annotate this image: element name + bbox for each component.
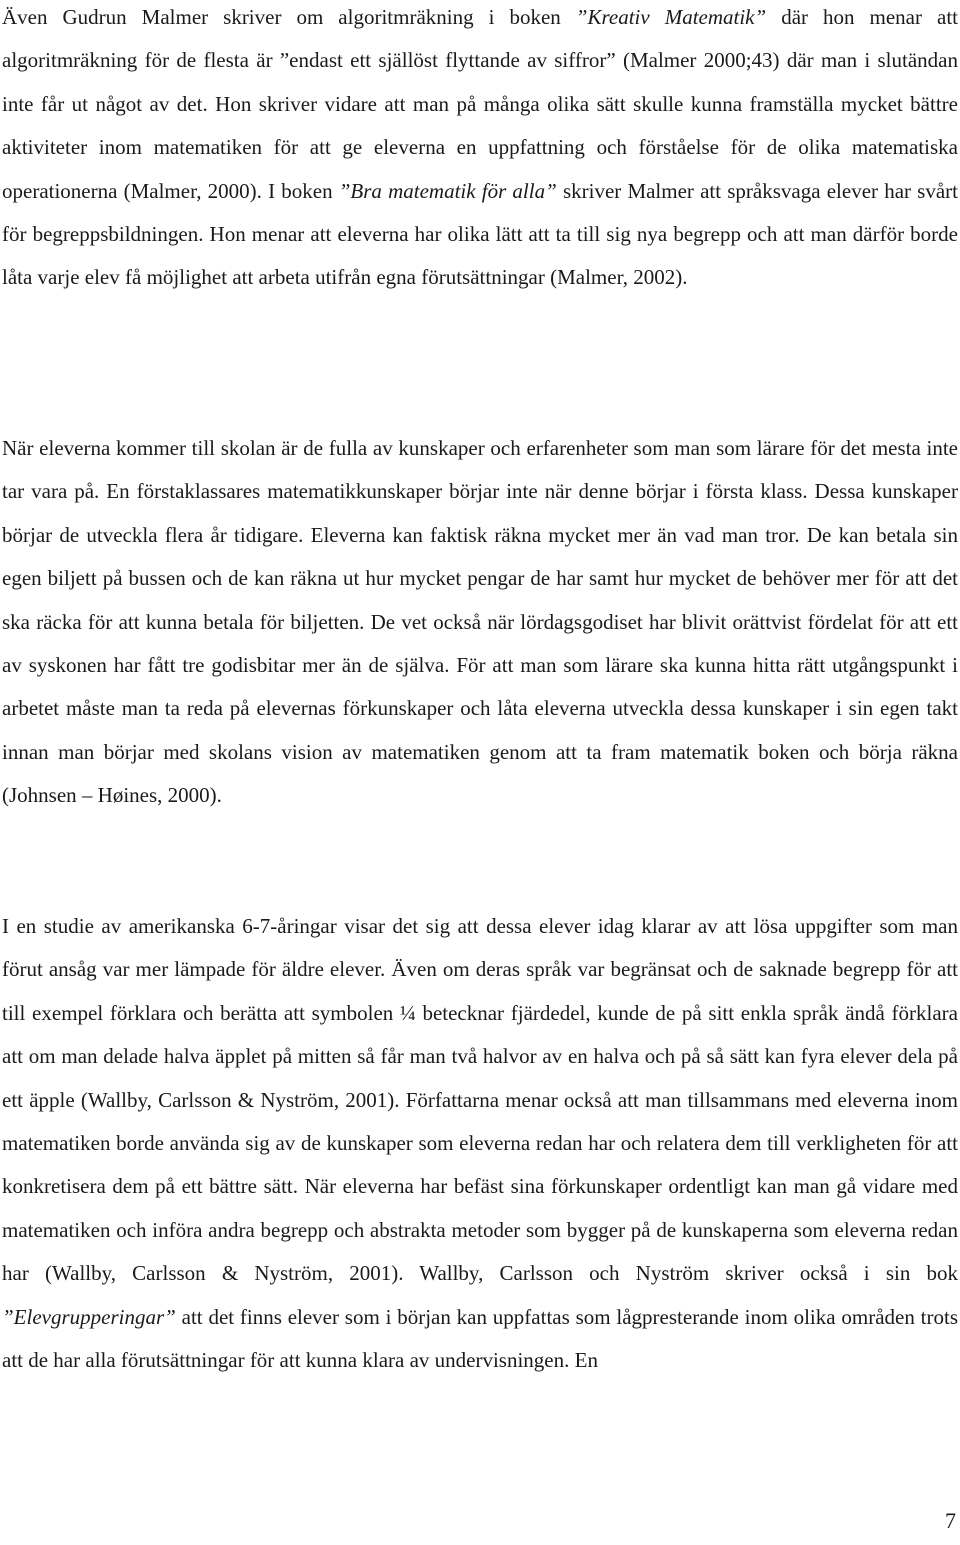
text-segment: I en studie av amerikanska 6-7-åringar visar det sig att dessa elever idag klarar av att lösa uppgifter som man förut ansåg var mer lämpade för äldre elever. Även om deras språk var begränsat och de saknade begrepp för att till exempel förklara och berätta att symbolen ¼ betecknar fjärdedel, kunde de på sitt enkla språk ändå förklara att om man delade halva äpplet på mitten så får man två halvor av en halva och på så sätt kan fyra elever dela på ett äpple (Wallby, Carlsson & Nyström, 2001). Författarna menar också att man tillsammans med eleverna inom matematiken borde använda sig av de kunskaper som eleverna redan har och relatera dem till verkligheten för att konkretisera dem på ett bättre sätt. När eleverna har befäst sina förkunskaper ordentligt kan man gå vidare med matematiken och införa andra begrepp och abstrakta metoder som bygger på de kunskaperna som eleverna redan har (Wallby, Carlsson & Nyström, 2001). Wallby, Carlsson och Nyström skriver också i sin bok bbox=[2, 914, 958, 1286]
paragraph-malmer-algorithms bbox=[2, 0, 958, 300]
text-segment: att det finns elever som i början kan uppfattas som lågpresterande inom olika områden trots att de har alla förutsättningar för att kunna klara av undervisningen. En bbox=[2, 1304, 958, 1373]
text-segment: När eleverna kommer till skolan är de fulla av kunskaper och erfarenheter som man som lärare för det mesta inte tar vara på. En förstaklassares matematikkunskaper börjar inte när denne börjar i första klass. Dessa kunskaper börjar de utveckla flera år tidigare. Eleverna kan faktisk räkna mycket mer än vad man tror. De kan betala sin egen biljett på bussen och de kan räkna ut hur mycket pengar de har samt hur mycket de behöver mer för att det ska räcka för att kunna betala för biljetten. De vet också när lördagsgodiset har blivit orättvist fördelat för att ett av syskonen har fått tre godisbitar mer än de själva. För att man som lärare ska kunna hitta rätt utgångspunkt i arbetet måste man ta reda på elevernas förkunskaper och låta eleverna utveckla dessa kunskaper i sin egen takt innan man börjar med skolans vision av matematiken genom att ta fram matematik boken och börja räkna (Johnsen – Høines, 2000). bbox=[2, 436, 958, 808]
text-segment: Även Gudrun Malmer skriver om algoritmräkning i boken bbox=[2, 5, 576, 29]
book-title-kreativ-matematik: ”Kreativ Matematik” bbox=[575, 5, 767, 29]
paragraph-american-study bbox=[2, 905, 958, 1382]
paragraph-prior-knowledge bbox=[2, 427, 958, 818]
text-segment: skriver Malmer att språksvaga elever har svårt för begreppsbildningen. Hon menar att eleverna har olika lätt att ta till sig nya begrepp och att man därför borde låta varje elev få möjlighet att arbeta utifrån egna förutsättningar (Malmer, 2002). bbox=[2, 178, 958, 290]
book-title-elevgrupperingar: ”Elevgrupperingar” bbox=[2, 1304, 176, 1329]
text-segment: där hon menar att algoritmräkning för de flesta är ”endast ett själlöst flyttande av siffror” (Malmer 2000;43) där man i slutändan inte får ut något av det. Hon skriver vidare att man på många olika sätt skulle kunna framställa mycket bättre aktiviteter inom matematiken för att ge eleverna en uppfattning och förståelse för de olika matematiska operationerna (Malmer, 2000). I boken bbox=[2, 5, 958, 203]
page-number: 7 bbox=[945, 1508, 956, 1533]
book-title-bra-matematik: ”Bra matematik för alla” bbox=[338, 178, 557, 203]
